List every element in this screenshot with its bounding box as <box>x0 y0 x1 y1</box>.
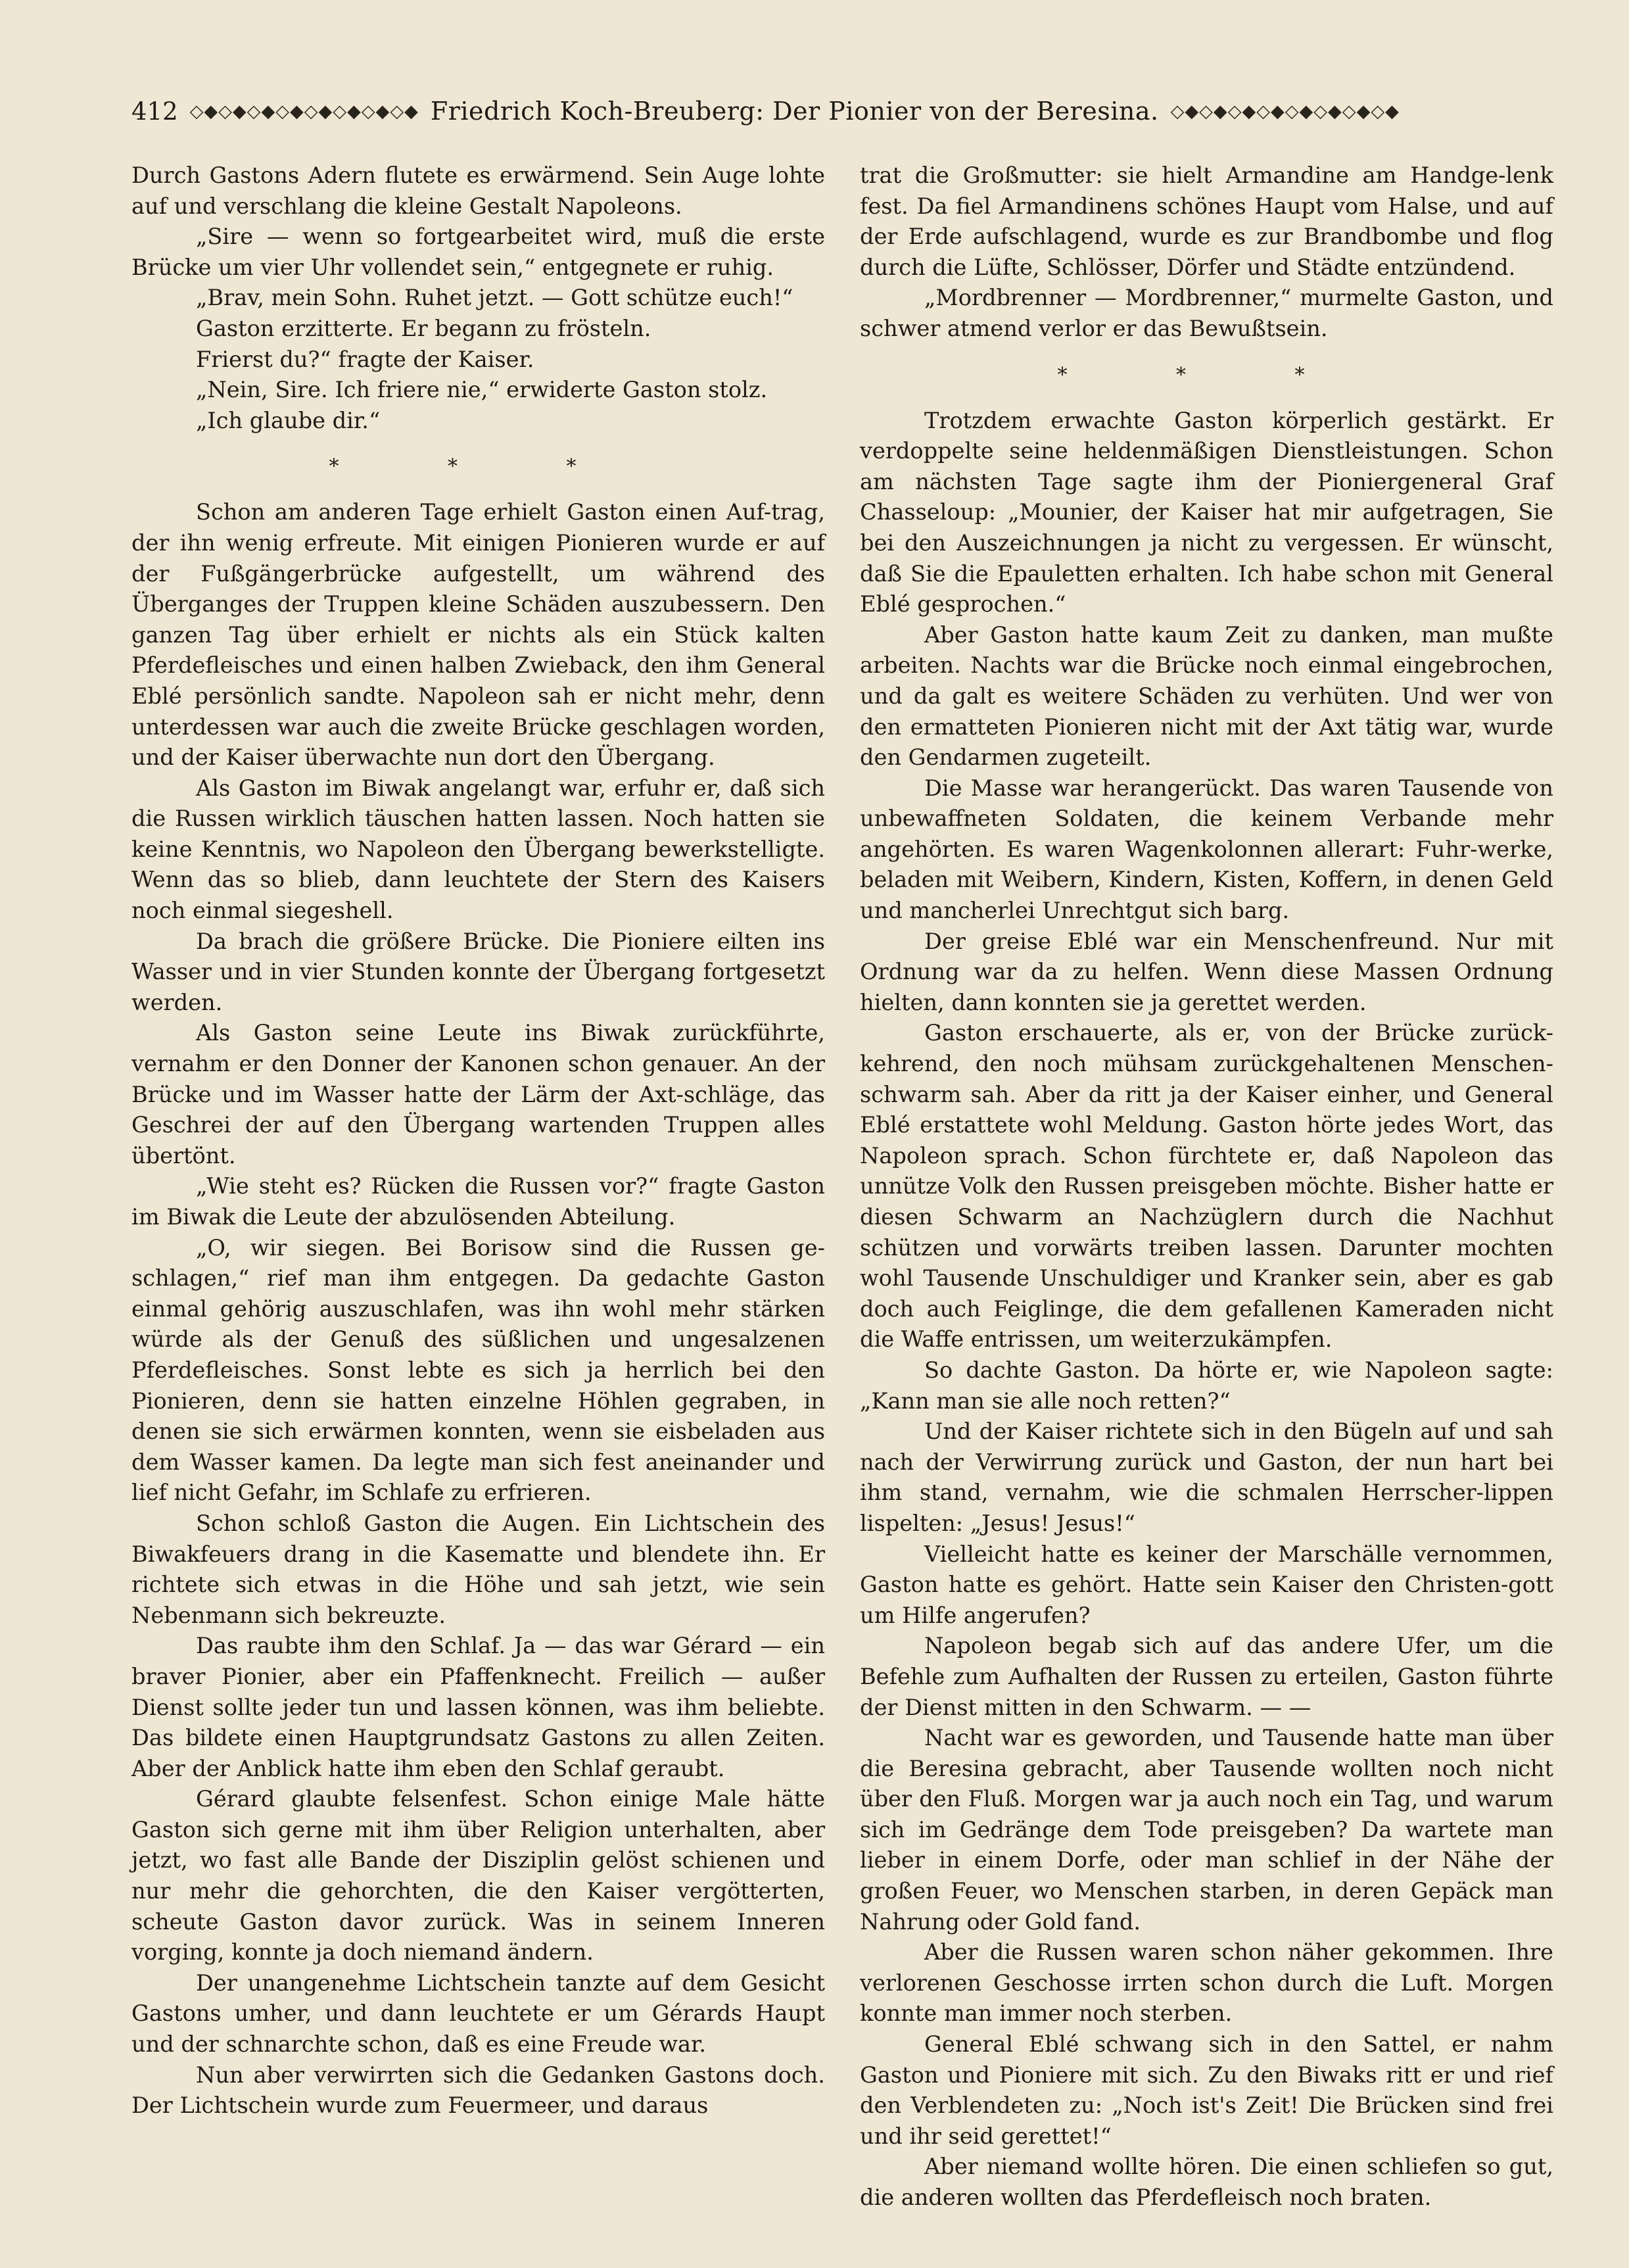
running-title: Friedrich Koch-Breuberg: Der Pionier von der Beresina. <box>430 97 1159 126</box>
paragraph: Der unangenehme Lichtschein tanzte auf dem Gesicht Gastons umher, und dann leuchtete er um Gérards Haupt und der schnarchte schon, daß es eine Freude war. <box>131 1969 825 2058</box>
paragraph: Gaston erschauerte, als er, von der Brücke zurück-kehrend, den noch mühsam zurückgehaltenen Menschen-schwarm sah. Aber da ritt ja der Kaiser einher, und General Eblé erstattete wohl Meldung. Gaston hörte jedes Wort, das Napoleon sprach. Schon fürchtete er, daß Napoleon das unnütze Volk den Russen preisgeben möchte. Bisher hatte er diesen Schwarm an Nachzüglern durch die Nachhut schützen und vorwärts treiben lassen. Darunter mochten wohl Tausende Unschuldiger und Kranker sein, aber es gab doch auch Feiglinge, die dem gefallenen Kameraden nicht die Waffe entrissen, um weiterzukämpfen. <box>860 1020 1553 1353</box>
paragraph: trat die Großmutter: sie hielt Armandine am Handge-lenk fest. Da fiel Armandinens schönes Haupt vom Halse, und auf der Erde aufschlagend, wurde es zur Brandbombe und flog durch die Lüfte, Schlösser, Dörfer und Städte entzündend. <box>860 162 1553 280</box>
paragraph: „Brav, mein Sohn. Ruhet jetzt. — Gott schütze euch!“ <box>196 285 793 311</box>
paragraph: Da brach die größere Brücke. Die Pioniere eilten ins Wasser und in vier Stunden konnte der Übergang fortgesetzt werden. <box>131 928 825 1015</box>
paragraph: So dachte Gaston. Da hörte er, wie Napoleon sagte: „Kann man sie alle noch retten?“ <box>860 1357 1553 1414</box>
paragraph: Und der Kaiser richtete sich in den Bügeln auf und sah nach der Verwirrung zurück und Gaston, der nun hart bei ihm stand, vernahm, wie die schmalen Herrscher-lippen lispelten: „Jesus! Jesus!“ <box>860 1418 1553 1536</box>
paragraph: Frierst du?“ fragte der Kaiser. <box>196 346 534 372</box>
paragraph: Der greise Eblé war ein Menschenfreund. Nur mit Ordnung war da zu helfen. Wenn diese Massen Ordnung hielten, dann konnten sie ja gerettet werden. <box>860 928 1553 1015</box>
paragraph: Gérard glaubte felsenfest. Schon einige Male hätte Gaston sich gerne mit ihm über Religion unterhalten, aber jetzt, wo fast alle Bande der Disziplin gelöst schienen und nur mehr die gehorchten, die den Kaiser vergötterten, scheute Gaston davor zurück. Was in seinem Inneren vorging, konnte ja doch niemand ändern. <box>131 1786 825 1966</box>
section-break-asterisks: * * * <box>1057 363 1356 387</box>
ornament-right: ◇◆◇◆◇◆◇◆◇◆◇◆◇◆◇◆ <box>1170 101 1400 122</box>
paragraph: Nacht war es geworden, und Tausende hatte man über die Beresina gebracht, aber Tausende wollten noch nicht über den Fluß. Morgen war ja auch noch ein Tag, und warum sich im Gedränge dem Tode preisgeben? Da wartete man lieber in einem Dorfe, oder man schlief in der Nähe der großen Feuer, wo Menschen starben, in deren Gepäck man Nahrung oder Gold fand. <box>860 1725 1553 1935</box>
paragraph: Das raubte ihm den Schlaf. Ja — das war Gérard — ein braver Pionier, aber ein Pfaffenknecht. Freilich — außer Dienst sollte jeder tun und lassen können, was ihm beliebte. Das bildete einen Hauptgrundsatz Gastons zu allen Zeiten. Aber der Anblick hatte ihm eben den Schlaf geraubt. <box>131 1633 825 1781</box>
paragraph: Gaston erzitterte. Er begann zu frösteln. <box>196 315 651 341</box>
right-column <box>860 160 1553 2210</box>
paragraph: Als Gaston seine Leute ins Biwak zurückführte, vernahm er den Donner der Kanonen schon genauer. An der Brücke und im Wasser hatte der Lärm der Axt-schläge, das Geschrei der auf den Übergang wartenden Truppen alles übertönt. <box>131 1020 825 1169</box>
paragraph: Aber niemand wollte hören. Die einen schliefen so gut, die anderen wollten das Pferdefleisch noch braten. <box>860 2154 1553 2210</box>
paragraph: „Sire — wenn so fortgearbeitet wird, muß die erste Brücke um vier Uhr vollendet sein,“ entgegnete er ruhig. <box>131 224 825 280</box>
paragraph: Durch Gastons Adern flutete es erwärmend. Sein Auge lohte auf und verschlang die kleine Gestalt Napoleons. <box>131 162 825 219</box>
paragraph: Schon schloß Gaston die Augen. Ein Lichtschein des Biwakfeuers drang in die Kasematte und blendete ihn. Er richtete sich etwas in die Höhe und sah jetzt, wie sein Nebenmann sich bekreuzte. <box>131 1510 825 1628</box>
paragraph: Als Gaston im Biwak angelangt war, erfuhr er, daß sich die Russen wirklich täuschen hatten lassen. Noch hatten sie keine Kenntnis, wo Napoleon den Übergang bewerkstelligte. Wenn das so blieb, dann leuchtete der Stern des Kaisers noch einmal siegeshell. <box>131 775 825 924</box>
paragraph: Aber die Russen waren schon näher gekommen. Ihre verlorenen Geschosse irrten schon durch die Luft. Morgen konnte man immer noch sterben. <box>860 1939 1553 2027</box>
paragraph: Schon am anderen Tage erhielt Gaston einen Auf-trag, der ihn wenig erfreute. Mit einigen Pionieren wurde er auf der Fußgängerbrücke aufgestellt, um während des Überganges der Truppen kleine Schäden auszubessern. Den ganzen Tag über erhielt er nichts als ein Stück kalten Pferdefleisches und einen halben Zwieback, den ihm General Eblé persönlich sandte. Napoleon sah er nicht mehr, denn unterdessen war auch die zweite Brücke geschlagen worden, und der Kaiser überwachte nun dort den Übergang. <box>131 499 825 771</box>
paragraph: „Ich glaube dir.“ <box>196 407 381 433</box>
paragraph: Napoleon begab sich auf das andere Ufer, um die Befehle zum Aufhalten der Russen zu erteilen, Gaston führte der Dienst mitten in den Schwarm. — — <box>860 1633 1553 1720</box>
ornament-left: ◇◆◇◆◇◆◇◆◇◆◇◆◇◆◇◆ <box>189 101 419 122</box>
paragraph: „O, wir siegen. Bei Borisow sind die Russen ge-schlagen,“ rief man ihm entgegen. Da gedachte Gaston einmal gehörig auszuschlafen, was ihn wohl mehr stärken würde als der Genuß des süßlichen und ungesalzenen Pferdefleisches. Sonst lebte es sich ja herrlich bei den Pionieren, denn sie hatten einzelne Höhlen gegraben, in denen sie sich erwärmen konnten, wenn sie eisbeladen aus dem Wasser kamen. Da legte man sich fest aneinander und lief nicht Gefahr, im Schlafe zu erfrieren. <box>131 1234 825 1506</box>
paragraph: Trotzdem erwachte Gaston körperlich gestärkt. Er verdoppelte seine heldenmäßigen Dienstleistungen. Schon am nächsten Tage sagte ihm der Pioniergeneral Graf Chasseloup: „Mounier, der Kaiser hat mir aufgetragen, Sie bei den Auszeichnungen ja nicht zu vergessen. Er wünscht, daß Sie die Epauletten erhalten. Ich habe schon mit General Eblé gesprochen.“ <box>860 407 1553 617</box>
left-column <box>131 160 825 2179</box>
paragraph: General Eblé schwang sich in den Sattel, er nahm Gaston und Pioniere mit sich. Zu den Biwaks ritt er und rief den Verblendeten zu: „Noch ist's Zeit! Die Brücken sind frei und ihr seid gerettet!“ <box>860 2031 1553 2149</box>
paragraph: Die Masse war herangerückt. Das waren Tausende von unbewaffneten Soldaten, die keinem Verbande mehr angehörten. Es waren Wagenkolonnen allerart: Fuhr-werke, beladen mit Weibern, Kindern, Kisten, Koffern, in denen Geld und mancherlei Unrechtgut sich barg. <box>860 775 1553 924</box>
section-break-asterisks: * * * <box>329 455 628 479</box>
paragraph: Aber Gaston hatte kaum Zeit zu danken, man mußte arbeiten. Nachts war die Brücke noch einmal eingebrochen, und da galt es weitere Schäden zu verhüten. Und wer von den ermatteten Pionieren nicht mit der Axt tätig war, wurde den Gendarmen zugeteilt. <box>860 621 1553 771</box>
paragraph: „Nein, Sire. Ich friere nie,“ erwiderte Gaston stolz. <box>196 377 768 403</box>
paragraph: Vielleicht hatte es keiner der Marschälle vernommen, Gaston hatte es gehört. Hatte sein Kaiser den Christen-gott um Hilfe angerufen? <box>860 1541 1553 1628</box>
paragraph: „Wie steht es? Rücken die Russen vor?“ fragte Gaston im Biwak die Leute der abzulösenden Abteilung. <box>131 1173 825 1230</box>
page-header <box>131 91 1499 132</box>
page-number: 412 <box>131 97 178 126</box>
paragraph: „Mordbrenner — Mordbrenner,“ murmelte Gaston, und schwer atmend verlor er das Bewußtsein. <box>860 285 1553 341</box>
paragraph: Nun aber verwirrten sich die Gedanken Gastons doch. Der Lichtschein wurde zum Feuermeer, und daraus <box>131 2062 825 2119</box>
